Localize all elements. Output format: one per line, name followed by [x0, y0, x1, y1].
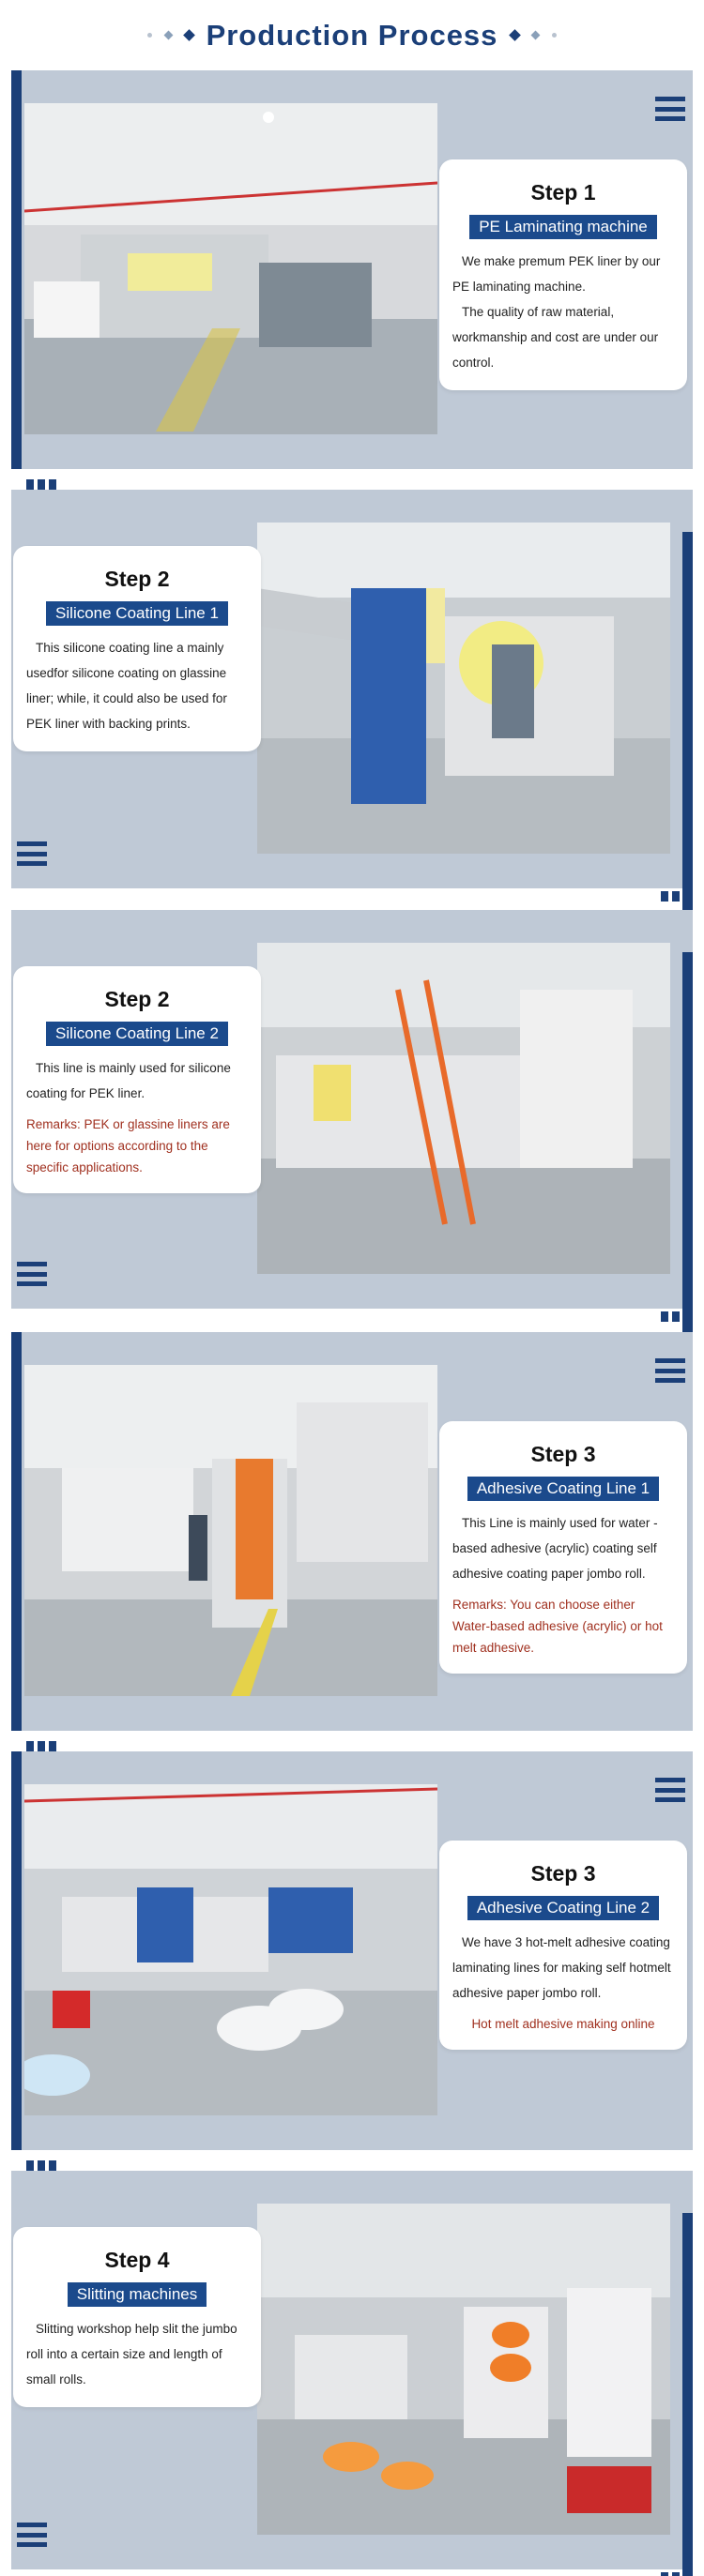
- step-card-4: [439, 1421, 687, 1674]
- decor-squares: [661, 891, 680, 902]
- slitting-machines-photo: [257, 2204, 670, 2535]
- decor-squares: [26, 479, 56, 490]
- menu-icon: [17, 1262, 47, 1286]
- step-label: Slitting machines: [68, 2282, 207, 2307]
- decor-squares: [661, 1311, 680, 1322]
- description-paragraph: This silicone coating line a mainly usedfor silicone coating on glassine liner; while, it could also be used for PEK liner with backing prints.: [26, 641, 227, 731]
- adhesive-coating-line-1-photo: [24, 1365, 437, 1696]
- pe-laminating-machine-photo: [24, 103, 437, 434]
- step-description: [452, 249, 674, 375]
- header-dots-left: [147, 31, 193, 39]
- decor-squares: [661, 2572, 680, 2576]
- step-title: Step 4: [104, 2248, 170, 2272]
- process-section-1: [11, 70, 693, 469]
- menu-icon: [655, 1778, 685, 1802]
- page-title: Production Process: [206, 18, 498, 52]
- step-description: [26, 2316, 248, 2392]
- step-title: Step 2: [104, 567, 170, 591]
- accent-bar: [682, 952, 693, 1351]
- process-section-4: [11, 1332, 693, 1731]
- step-card-3: [13, 966, 261, 1193]
- step-title: Step 3: [530, 1861, 596, 1886]
- accent-bar: [11, 1751, 22, 2150]
- description-paragraph: This line is mainly used for silicone coating for PEK liner.: [26, 1061, 231, 1100]
- process-section-3: [11, 910, 693, 1309]
- description-paragraph: This Line is mainly used for water -based adhesive (acrylic) coating self adhesive coating paper jombo roll.: [452, 1516, 658, 1581]
- accent-bar: [682, 532, 693, 931]
- step-card-2: [13, 546, 261, 751]
- process-section-5: [11, 1751, 693, 2150]
- step-description: [452, 1930, 674, 2006]
- step-card-1: [439, 159, 687, 390]
- adhesive-coating-line-2-photo: [24, 1784, 437, 2115]
- menu-icon: [17, 2523, 47, 2547]
- step-label: Adhesive Coating Line 1: [467, 1477, 659, 1501]
- menu-icon: [655, 97, 685, 121]
- step-description: [26, 635, 248, 736]
- decor-squares: [26, 2160, 56, 2171]
- step-card-6: [13, 2227, 261, 2407]
- accent-bar: [11, 1332, 22, 1731]
- step-label: Silicone Coating Line 2: [46, 1022, 228, 1046]
- step-title: Step 3: [530, 1442, 596, 1466]
- remark-text: Remarks: You can choose either Water-based adhesive (acrylic) or hot melt adhesive.: [452, 1598, 663, 1655]
- process-section-2: [11, 490, 693, 888]
- step-description: [452, 1510, 674, 1586]
- description-paragraph: We have 3 hot-melt adhesive coating laminating lines for making self hotmelt adhesive paper jombo roll.: [452, 1935, 671, 2000]
- accent-bar: [682, 2213, 693, 2576]
- step-description: [26, 1055, 248, 1106]
- header-dots-right: [511, 31, 557, 39]
- menu-icon: [655, 1358, 685, 1383]
- step-label: Adhesive Coating Line 2: [467, 1896, 659, 1920]
- description-paragraph: The quality of raw material, workmanship and cost are under our control.: [452, 305, 659, 370]
- step-label: Silicone Coating Line 1: [46, 601, 228, 626]
- step-title: Step 2: [104, 987, 170, 1011]
- page-header: [0, 0, 704, 70]
- step-label: PE Laminating machine: [469, 215, 657, 239]
- step-card-5: [439, 1841, 687, 2050]
- silicone-coating-line-1-photo: [257, 523, 670, 854]
- remark-text: Remarks: PEK or glassine liners are here for options according to the specific applications.: [26, 1117, 230, 1174]
- process-section-6: [11, 2171, 693, 2569]
- menu-icon: [17, 841, 47, 866]
- remark-text: Hot melt adhesive making online: [471, 2017, 655, 2031]
- decor-squares: [26, 1741, 56, 1751]
- description-paragraph: Slitting workshop help slit the jumbo roll into a certain size and length of small rolls.: [26, 2322, 237, 2387]
- accent-bar: [11, 70, 22, 469]
- silicone-coating-line-2-photo: [257, 943, 670, 1274]
- step-title: Step 1: [530, 180, 596, 205]
- description-paragraph: We make premum PEK liner by our PE laminating machine.: [452, 254, 661, 294]
